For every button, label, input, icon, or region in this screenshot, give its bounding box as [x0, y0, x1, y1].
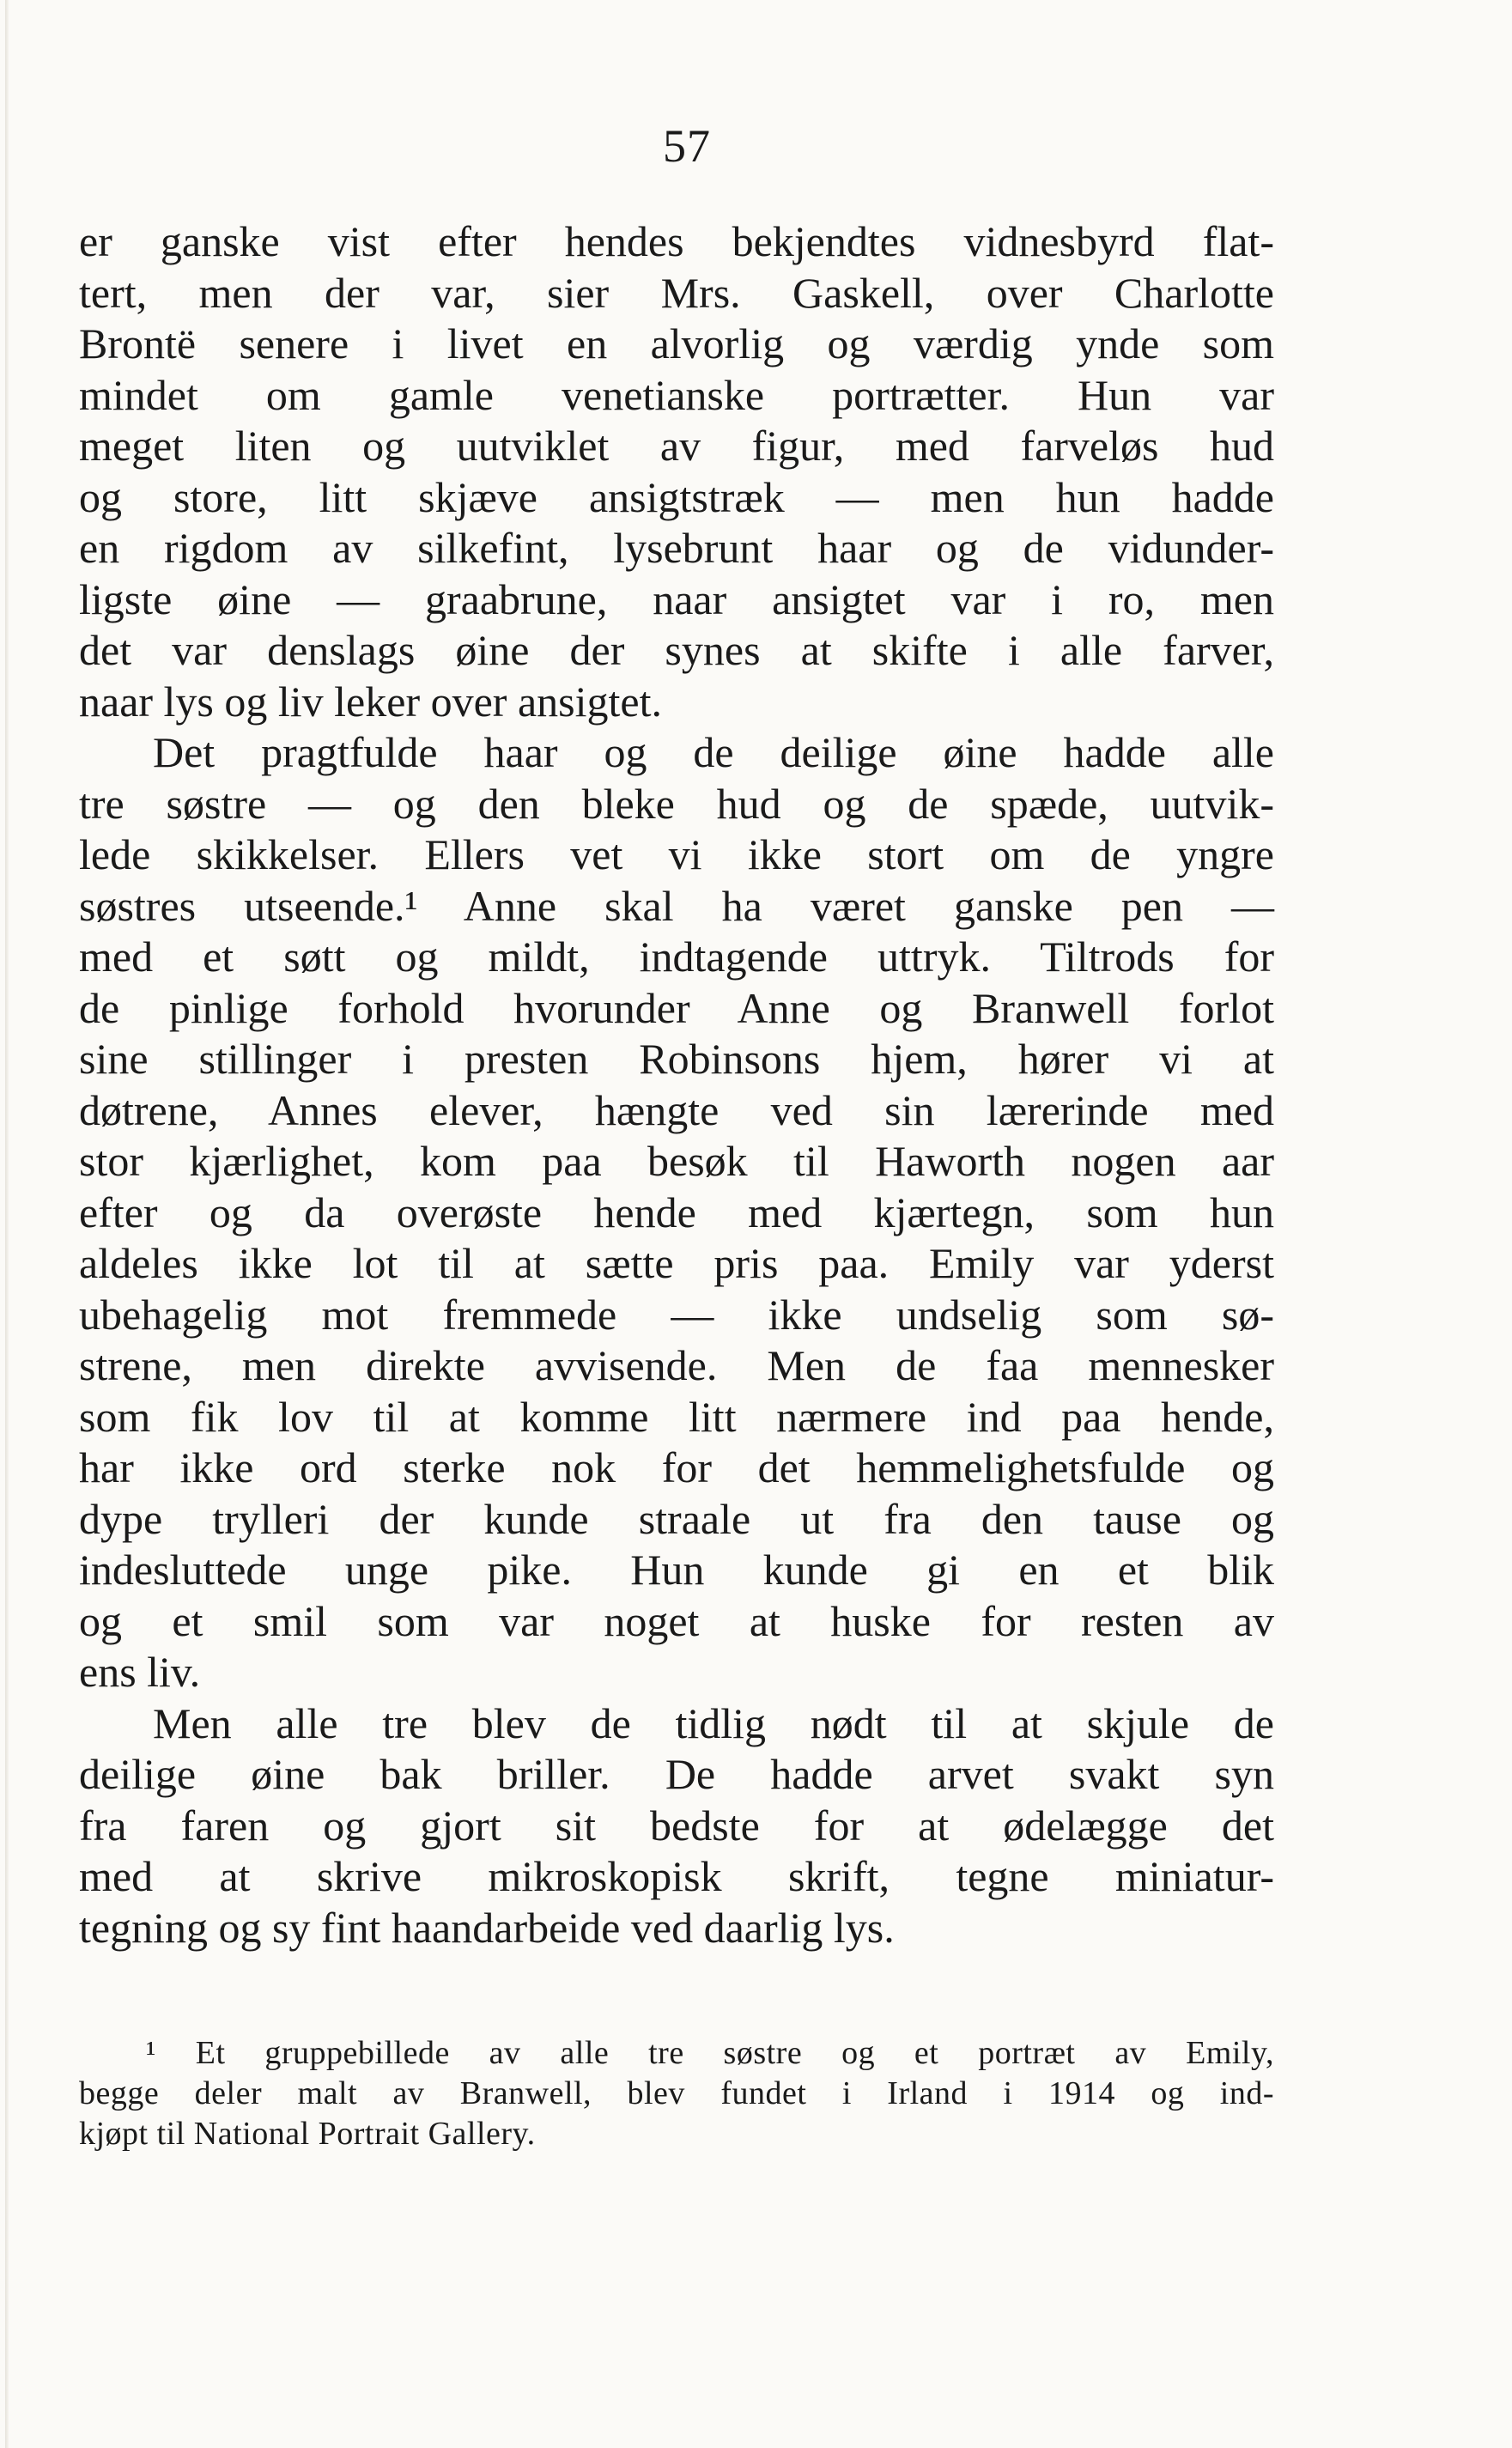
text-line: de pinlige forhold hvorunder Anne og Branwell forlot — [79, 983, 1274, 1032]
text-line: mindet om gamle venetianske portrætter. Hun var — [79, 370, 1274, 419]
text-line: lede skikkelser. Ellers vet vi ikke stort om de yngre — [79, 830, 1274, 878]
text-line: naar lys og liv leker over ansigtet. — [79, 677, 662, 726]
text-line: ligste øine — graabrune, naar ansigtet var i ro, men — [79, 574, 1274, 623]
text-line: tre søstre — og den bleke hud og de spæde, uutvik- — [79, 779, 1274, 828]
text-line: ens liv. — [79, 1648, 201, 1696]
text-line: Det pragtfulde haar og de deilige øine hadde alle — [153, 728, 1274, 776]
footnote — [79, 2033, 1274, 2154]
text-line: meget liten og uutviklet av figur, med farveløs hud — [79, 422, 1274, 470]
text-line: deilige øine bak briller. De hadde arvet svakt syn — [79, 1750, 1274, 1798]
text-line: efter og da overøste hende med kjærtegn, som hun — [79, 1188, 1274, 1236]
text-line: med at skrive mikroskopisk skrift, tegne miniatur- — [79, 1852, 1274, 1900]
text-line: indesluttede unge pike. Hun kunde gi en et blik — [79, 1546, 1274, 1594]
text-line: har ikke ord sterke nok for det hemmelighetsfulde og — [79, 1443, 1274, 1491]
text-line: stor kjærlighet, kom paa besøk til Haworth nogen aar — [79, 1137, 1274, 1185]
body-text — [79, 216, 1274, 1953]
text-line: sine stillinger i presten Robinsons hjem, hører vi at — [79, 1035, 1274, 1083]
text-line: og et smil som var noget at huske for resten av — [79, 1596, 1274, 1645]
text-line: er ganske vist efter hendes bekjendtes vidnesbyrd flat- — [79, 217, 1274, 265]
text-line: søstres utseende.¹ Anne skal ha været ganske pen — — [79, 881, 1274, 930]
text-line: en rigdom av silkefint, lysebrunt haar og de vidunder- — [79, 524, 1274, 572]
text-line: tert, men der var, sier Mrs. Gaskell, over Charlotte — [79, 268, 1274, 317]
text-line: aldeles ikke lot til at sætte pris paa. Emily var yderst — [79, 1239, 1274, 1287]
text-line: strene, men direkte avvisende. Men de faa mennesker — [79, 1341, 1274, 1389]
page-number: 57 — [663, 120, 711, 172]
text-line: og store, litt skjæve ansigtstræk — men hun hadde — [79, 472, 1274, 521]
text-line: Brontë senere i livet en alvorlig og værdig ynde som — [79, 319, 1274, 368]
text-line: dype trylleri der kunde straale ut fra den tause og — [79, 1494, 1274, 1543]
text-line: det var denslags øine der synes at skifte i alle farver, — [79, 626, 1274, 674]
text-line: døtrene, Annes elever, hængte ved sin lærerinde med — [79, 1085, 1274, 1134]
text-line: som fik lov til at komme litt nærmere ind paa hende, — [79, 1392, 1274, 1441]
text-line: med et søtt og mildt, indtagende uttryk. Tiltrods for — [79, 932, 1274, 981]
page-edge — [5, 0, 9, 2448]
footnote-line: begge deler malt av Branwell, blev fundet i Irland i 1914 og ind- — [79, 2075, 1274, 2111]
text-line: ubehagelig mot fremmede — ikke undselig som sø- — [79, 1290, 1274, 1339]
footnote-line: ¹ Et gruppebillede av alle tre søstre og et portræt av Emily, — [146, 2035, 1274, 2071]
text-line: Men alle tre blev de tidlig nødt til at skjule de — [153, 1698, 1274, 1747]
footnote-line: kjøpt til National Portrait Gallery. — [79, 2116, 536, 2152]
text-line: tegning og sy fint haandarbeide ved daarlig lys. — [79, 1903, 895, 1952]
text-line: fra faren og gjort sit bedste for at ødelægge det — [79, 1801, 1274, 1850]
